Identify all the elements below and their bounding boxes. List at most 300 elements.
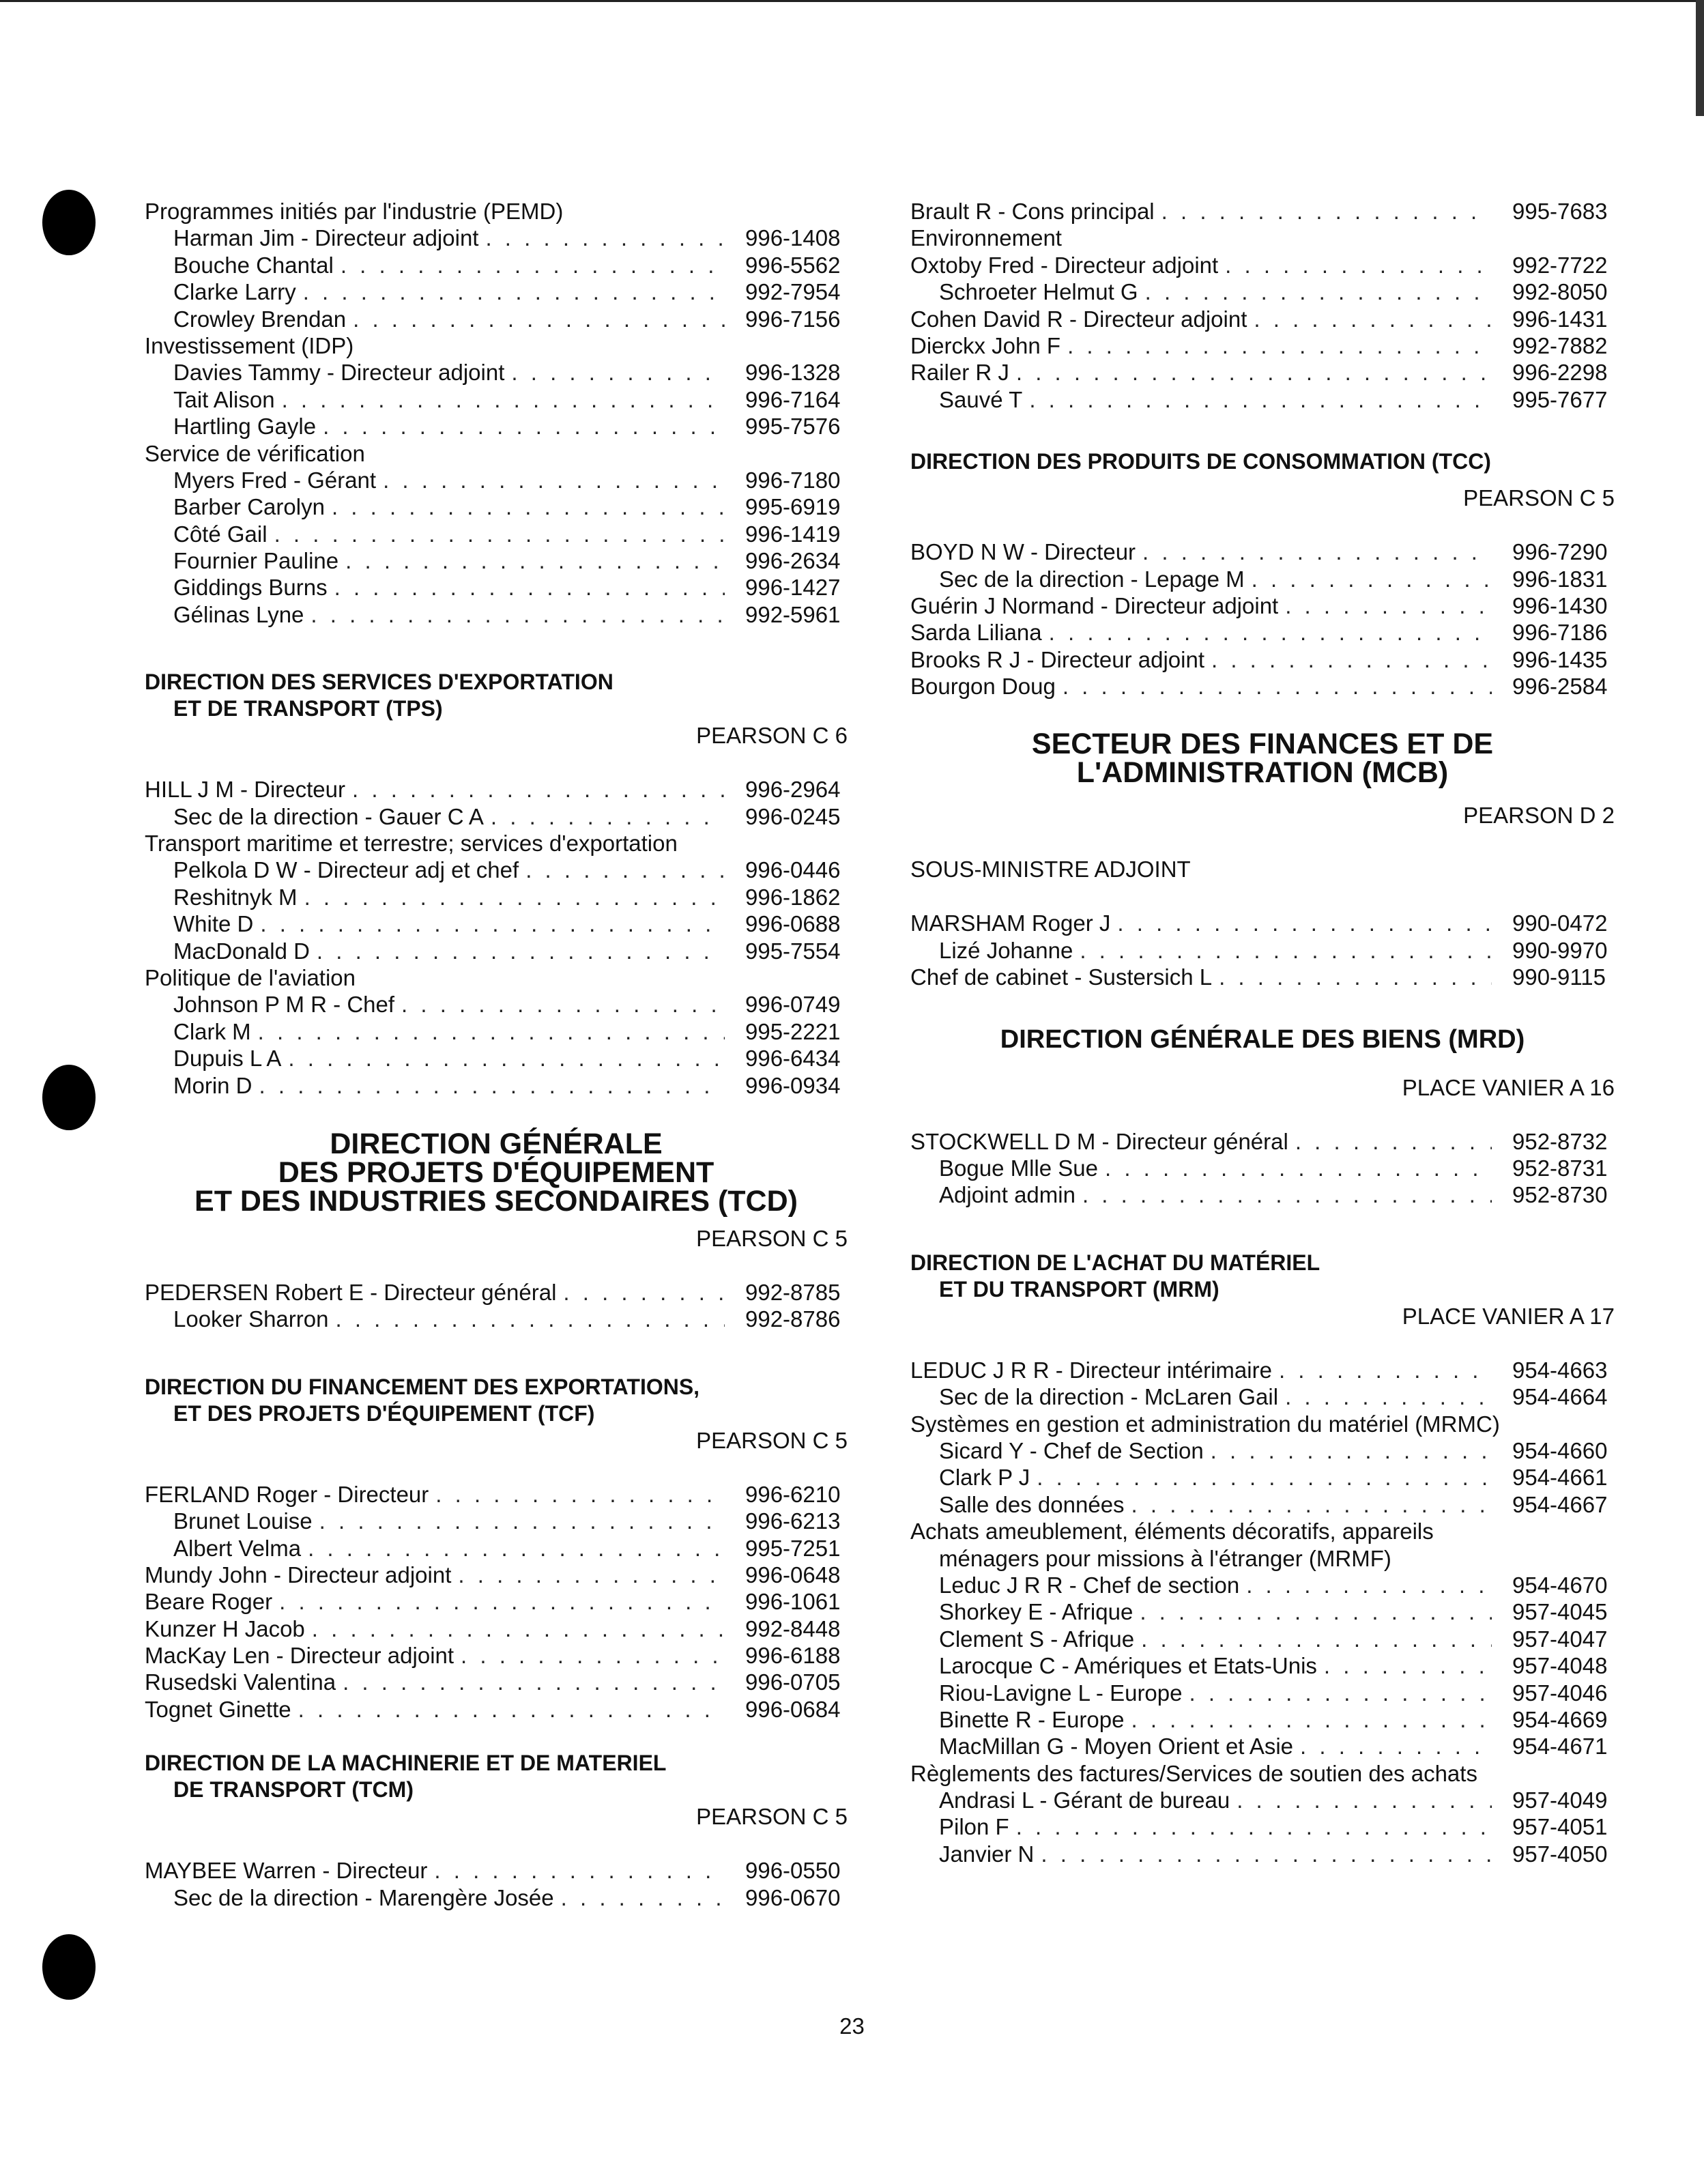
entry-phone: 990-0472: [1512, 910, 1608, 936]
entry-phone: 996-6210: [745, 1481, 841, 1507]
dot-leader: [328, 574, 725, 601]
directory-entry: [145, 884, 848, 910]
dot-leader: [556, 1279, 725, 1306]
directory-entry: [145, 776, 848, 803]
dot-leader: [478, 225, 725, 251]
dot-leader: [1030, 1464, 1492, 1491]
section-heading: [145, 1374, 848, 1427]
entry-name: Gélinas Lyne: [173, 601, 304, 627]
entry-name: Harman Jim - Directeur adjoint: [173, 225, 479, 251]
subsection-label: ménagers pour missions à l'étranger (MRMF): [939, 1545, 1391, 1571]
directory-entry: [145, 1045, 848, 1072]
spacer: [145, 628, 848, 669]
directory-entry: [145, 938, 848, 964]
spacer: [145, 749, 848, 776]
entry-phone: 996-0648: [745, 1562, 841, 1587]
subsection-label: Environnement: [910, 225, 1062, 251]
directory-entry: [910, 1841, 1615, 1867]
major-heading-line: DES PROJETS D'ÉQUIPEMENT: [278, 1155, 714, 1189]
directory-entry: [910, 592, 1615, 619]
directory-entry: [145, 1884, 848, 1911]
left-column: [145, 198, 848, 1911]
top-edge-line: [0, 0, 1704, 2]
entry-name: Myers Fred - Gérant: [173, 467, 377, 493]
entry-phone: 992-7882: [1512, 332, 1608, 358]
dot-leader: [275, 386, 725, 413]
dot-leader: [1247, 306, 1492, 332]
entry-phone: 992-8786: [745, 1306, 841, 1332]
section-heading-line: DIRECTION DE L'ACHAT DU MATÉRIEL: [910, 1250, 1320, 1275]
section-heading-line: ET DES PROJETS D'ÉQUIPEMENT (TCF): [173, 1400, 595, 1426]
entry-name: STOCKWELL D M - Directeur général: [910, 1128, 1288, 1154]
entry-name: BOYD N W - Directeur: [910, 539, 1136, 565]
directory-entry: [145, 252, 848, 278]
dot-leader: [1155, 198, 1492, 225]
directory-entry: [910, 1706, 1615, 1733]
entry-name: Clement S - Afrique: [939, 1626, 1135, 1652]
directory-entry: [145, 910, 848, 937]
entry-name: Salle des données: [939, 1491, 1125, 1517]
entry-phone: 996-0749: [745, 992, 841, 1018]
entry-phone: 992-5961: [745, 601, 841, 627]
entry-phone: 954-4660: [1512, 1437, 1608, 1463]
directory-entry: [910, 937, 1615, 964]
entry-phone: 996-1831: [1512, 566, 1608, 592]
directory-entry: [145, 386, 848, 413]
subsection-label: Systèmes en gestion et administration du matériel (MRMC): [910, 1411, 1500, 1437]
entry-phone: 996-1408: [745, 225, 841, 251]
dot-leader: [1034, 1841, 1492, 1867]
dot-leader: [1060, 332, 1492, 359]
binder-hole-bottom: [42, 1934, 96, 2000]
major-heading: [910, 728, 1615, 790]
section-heading-line: DE TRANSPORT (TCM): [173, 1777, 414, 1802]
major-heading: [910, 1025, 1615, 1054]
directory-entry: [910, 566, 1615, 592]
entry-name: MARSHAM Roger J: [910, 910, 1111, 936]
directory-entry: [145, 1696, 848, 1723]
directory-entry: [910, 1464, 1615, 1491]
entry-name: Crowley Brendan: [173, 306, 347, 332]
directory-entry: [910, 1733, 1615, 1759]
dot-leader: [1245, 566, 1492, 592]
spacer: [145, 1252, 848, 1279]
directory-entry: [145, 547, 848, 574]
entry-name: Clarke Larry: [173, 279, 296, 305]
subsection-label: Achats ameublement, éléments décoratifs, appareils: [910, 1519, 1434, 1544]
dot-leader: [325, 493, 725, 520]
directory-entry: [910, 538, 1615, 565]
directory-entry: [145, 1508, 848, 1534]
major-heading: [145, 1127, 848, 1218]
section-heading-line: ET DU TRANSPORT (MRM): [939, 1276, 1219, 1302]
entry-name: Johnson P M R - Chef: [173, 992, 395, 1018]
directory-entry: [145, 493, 848, 520]
entry-name: Bouche Chantal: [173, 252, 334, 278]
entry-phone: 952-8732: [1512, 1128, 1608, 1154]
entry-phone: 996-1435: [1512, 646, 1608, 672]
entry-phone: 995-7251: [745, 1535, 841, 1561]
entry-name: FERLAND Roger - Directeur: [145, 1481, 429, 1507]
office-location: PEARSON D 2: [1463, 803, 1615, 829]
directory-entry: [910, 1437, 1615, 1464]
entry-name: Albert Velma: [173, 1535, 302, 1561]
spacer: [145, 1723, 848, 1750]
entry-name: Bourgon Doug: [910, 674, 1056, 700]
entry-name: Hartling Gayle: [173, 414, 317, 440]
directory-entry: [910, 359, 1615, 386]
entry-name: White D: [173, 911, 254, 937]
subsection-label: Programmes initiés par l'industrie (PEMD): [145, 199, 564, 224]
entry-name: HILL J M - Directeur: [145, 777, 346, 803]
entry-name: Sec de la direction - Marengère Josée: [173, 1884, 554, 1910]
entry-name: Railer R J: [910, 360, 1009, 386]
entry-name: Barber Carolyn: [173, 494, 325, 520]
dot-leader: [253, 910, 725, 937]
dot-leader: [310, 938, 725, 964]
entry-name: Brunet Louise: [173, 1508, 313, 1534]
dot-leader: [334, 252, 725, 278]
directory-entry: [145, 1615, 848, 1642]
entry-name: Sec de la direction - Lepage M: [939, 566, 1245, 592]
directory-entry: [145, 1481, 848, 1508]
dot-leader: [484, 803, 725, 830]
directory-entry: [145, 574, 848, 601]
directory-entry: [910, 1383, 1615, 1410]
directory-entry: [910, 1572, 1615, 1598]
scan-edge-mark: [1696, 0, 1704, 116]
entry-name: MacMillan G - Moyen Orient et Asie: [939, 1734, 1294, 1759]
entry-phone: 995-2221: [745, 1018, 841, 1044]
directory-entry: [910, 386, 1615, 413]
spacer: [145, 1099, 848, 1130]
entry-phone: 996-2584: [1512, 674, 1608, 700]
office-location: PEARSON C 5: [1463, 485, 1615, 511]
entry-name: Brooks R J - Directeur adjoint: [910, 646, 1204, 672]
entry-phone: 954-4669: [1512, 1706, 1608, 1732]
entry-name: Adjoint admin: [939, 1182, 1075, 1208]
subsection-label: Investissement (IDP): [145, 332, 354, 358]
entry-phone: 996-1430: [1512, 592, 1608, 618]
entry-phone: 992-8050: [1512, 279, 1608, 305]
directory-entry: [145, 1588, 848, 1615]
dot-leader: [554, 1884, 725, 1911]
entry-phone: 995-7554: [745, 938, 841, 964]
dot-leader: [1098, 1155, 1492, 1181]
dot-leader: [1124, 1706, 1492, 1733]
entry-name: Fournier Pauline: [173, 548, 339, 574]
spacer: [910, 1209, 1615, 1250]
office-location: PLACE VANIER A 16: [1402, 1074, 1615, 1100]
dot-leader: [1317, 1652, 1492, 1679]
entry-name: PEDERSEN Robert E - Directeur général: [145, 1279, 557, 1305]
dot-leader: [1056, 673, 1492, 700]
entry-phone: 992-8448: [745, 1615, 841, 1641]
dot-leader: [1075, 1181, 1492, 1208]
directory-entry: [910, 1181, 1615, 1208]
directory-entry: [145, 1669, 848, 1695]
entry-phone: 996-0670: [745, 1884, 841, 1910]
dot-leader: [1138, 278, 1492, 305]
entry-name: Riou-Lavigne L - Europe: [939, 1680, 1183, 1706]
dot-leader: [1272, 1357, 1492, 1383]
entry-phone: 996-6213: [745, 1508, 841, 1534]
dot-leader: [1278, 592, 1492, 619]
directory-entry: [910, 1128, 1615, 1155]
spacer: [910, 1054, 1615, 1074]
dot-leader: [251, 1018, 725, 1045]
entry-name: Lizé Johanne: [939, 937, 1073, 963]
dot-leader: [268, 521, 725, 547]
entry-phone: 996-7290: [1512, 539, 1608, 565]
entry-phone: 995-7683: [1512, 199, 1608, 224]
directory-entry: [910, 278, 1615, 305]
subsection-label: Règlements des factures/Services de soutien des achats: [910, 1760, 1477, 1786]
major-heading-line: ET DES INDUSTRIES SECONDAIRES (TCD): [194, 1184, 798, 1218]
directory-entry: [145, 521, 848, 547]
entry-name: Shorkey E - Afrique: [939, 1599, 1133, 1625]
directory-entry: [145, 225, 848, 251]
entry-phone: 996-5562: [745, 252, 841, 278]
entry-name: Sarda Liliana: [910, 620, 1042, 646]
entry-name: Beare Roger: [145, 1589, 273, 1615]
entry-phone: 996-7156: [745, 306, 841, 332]
entry-phone: 996-1419: [745, 521, 841, 547]
entry-name: Guérin J Normand - Directeur adjoint: [910, 592, 1279, 618]
entry-phone: 996-1061: [745, 1589, 841, 1615]
directory-entry: [145, 1306, 848, 1332]
entry-name: Janvier N: [939, 1841, 1035, 1867]
major-heading-line: DIRECTION GÉNÉRALE: [330, 1127, 663, 1160]
dot-leader: [291, 1696, 725, 1723]
entry-name: Sec de la direction - Gauer C A: [173, 803, 484, 829]
entry-name: Chef de cabinet - Sustersich L: [910, 964, 1213, 990]
entry-name: Binette R - Europe: [939, 1706, 1125, 1732]
dot-leader: [1009, 359, 1492, 386]
major-heading-line: DIRECTION GÉNÉRALE DES BIENS (MRD): [1000, 1024, 1525, 1054]
entry-phone: 996-7180: [745, 467, 841, 493]
directory-entry: [910, 198, 1615, 225]
dot-leader: [1110, 910, 1492, 936]
entry-name: Leduc J R R - Chef de section: [939, 1572, 1240, 1598]
binder-hole-middle: [42, 1065, 96, 1130]
entry-name: Mundy John - Directeur adjoint: [145, 1562, 452, 1587]
spacer: [910, 882, 1615, 910]
dot-leader: [1133, 1598, 1492, 1625]
directory-entry: [910, 646, 1615, 673]
directory-entry: [910, 1155, 1615, 1181]
spacer: [910, 1330, 1615, 1357]
dot-leader: [519, 857, 725, 883]
entry-phone: 957-4051: [1512, 1814, 1608, 1840]
page-number: 23: [839, 2013, 865, 2039]
directory-entry: [145, 1072, 848, 1099]
entry-phone: 954-4664: [1512, 1384, 1608, 1410]
subsection-label: Politique de l'aviation: [145, 964, 356, 990]
dot-leader: [298, 884, 725, 910]
major-heading-line: L'ADMINISTRATION (MCB): [1076, 756, 1449, 790]
entry-phone: 957-4046: [1512, 1680, 1608, 1706]
entry-phone: 996-1431: [1512, 306, 1608, 332]
entry-phone: 992-7954: [745, 279, 841, 305]
dot-leader: [1278, 1383, 1492, 1410]
dot-leader: [304, 601, 725, 628]
directory-entry: [910, 1680, 1615, 1706]
entry-name: Cohen David R - Directeur adjoint: [910, 306, 1247, 332]
directory-entry: [145, 857, 848, 883]
directory-entry: [145, 278, 848, 305]
plain-label: SOUS-MINISTRE ADJOINT: [910, 857, 1191, 882]
dot-leader: [394, 991, 725, 1018]
entry-name: LEDUC J R R - Directeur intérimaire: [910, 1357, 1272, 1383]
entry-phone: 996-1862: [745, 884, 841, 910]
section-heading-line: ET DE TRANSPORT (TPS): [173, 696, 443, 721]
directory-entry: [910, 910, 1615, 936]
entry-phone: 957-4045: [1512, 1599, 1608, 1625]
spacer: [910, 511, 1615, 538]
major-heading-line: SECTEUR DES FINANCES ET DE: [1031, 728, 1494, 761]
entry-phone: 957-4047: [1512, 1626, 1608, 1652]
office-location: PEARSON C 5: [696, 1804, 848, 1830]
directory-entry: [145, 359, 848, 386]
entry-name: Côté Gail: [173, 521, 268, 547]
entry-phone: 996-1427: [745, 575, 841, 601]
office-location: PLACE VANIER A 17: [1402, 1303, 1615, 1329]
section-heading: [910, 1250, 1615, 1303]
dot-leader: [1288, 1128, 1492, 1155]
dot-leader: [328, 1306, 725, 1332]
entry-phone: 996-6434: [745, 1046, 841, 1072]
dot-leader: [376, 467, 725, 493]
dot-leader: [1293, 1733, 1492, 1759]
entry-phone: 996-1328: [745, 360, 841, 386]
entry-name: Brault R - Cons principal: [910, 199, 1155, 224]
office-location: PEARSON C 5: [696, 1427, 848, 1453]
directory-entry: [145, 413, 848, 440]
dot-leader: [1134, 1626, 1492, 1652]
entry-phone: 952-8731: [1512, 1155, 1608, 1181]
spacer: [910, 700, 1615, 730]
entry-phone: 952-8730: [1512, 1182, 1608, 1208]
entry-phone: 990-9115: [1512, 964, 1606, 990]
entry-name: Kunzer H Jacob: [145, 1615, 305, 1641]
directory-entry: [145, 1535, 848, 1562]
entry-name: Pilon F: [939, 1814, 1009, 1840]
directory-entry: [145, 1279, 848, 1306]
entry-phone: 996-7164: [745, 386, 841, 412]
entry-name: Clark P J: [939, 1465, 1030, 1491]
dot-leader: [427, 1857, 725, 1884]
dot-leader: [313, 1508, 725, 1534]
entry-phone: 957-4049: [1512, 1787, 1608, 1813]
section-heading-line: DIRECTION DE LA MACHINERIE ET DE MATERIEL: [145, 1751, 667, 1776]
dot-leader: [429, 1481, 725, 1508]
dot-leader: [336, 1669, 725, 1695]
directory-entry: [910, 252, 1615, 278]
entry-phone: 995-6919: [745, 494, 841, 520]
entry-name: Bogue Mlle Sue: [939, 1155, 1098, 1181]
directory-entry: [910, 1357, 1615, 1383]
dot-leader: [281, 1045, 725, 1072]
entry-phone: 996-7186: [1512, 620, 1608, 646]
entry-name: Rusedski Valentina: [145, 1669, 336, 1695]
right-column: [910, 198, 1615, 1867]
entry-name: MAYBEE Warren - Directeur: [145, 1858, 428, 1884]
dot-leader: [338, 547, 725, 574]
entry-name: Tognet Ginette: [145, 1696, 291, 1722]
directory-entry: [910, 964, 1615, 990]
entry-phone: 996-2634: [745, 548, 841, 574]
binder-hole-top: [42, 190, 96, 255]
subsection-label: Transport maritime et terrestre; services d'exportation: [145, 831, 678, 857]
entry-name: Pelkola D W - Directeur adj et chef: [173, 857, 519, 883]
spacer: [910, 475, 1615, 485]
dot-leader: [1204, 1437, 1492, 1464]
entry-phone: 957-4048: [1512, 1653, 1608, 1679]
directory-entry: [910, 332, 1615, 359]
entry-name: MacDonald D: [173, 938, 310, 964]
spacer: [910, 991, 1615, 1025]
dot-leader: [301, 1535, 725, 1562]
directory-entry: [910, 1626, 1615, 1652]
entry-phone: 954-4661: [1512, 1465, 1608, 1491]
directory-entry: [145, 601, 848, 628]
dot-leader: [1009, 1813, 1492, 1840]
entry-phone: 995-7576: [745, 414, 841, 440]
section-heading-line: DIRECTION DU FINANCEMENT DES EXPORTATIONS,: [145, 1374, 700, 1399]
dot-leader: [1204, 646, 1492, 673]
entry-phone: 996-0446: [745, 857, 841, 883]
entry-phone: 996-0705: [745, 1669, 841, 1695]
entry-phone: 996-0688: [745, 911, 841, 937]
directory-entry: [145, 991, 848, 1018]
directory-entry: [910, 619, 1615, 646]
directory-entry: [910, 1813, 1615, 1840]
section-heading-line: DIRECTION DES SERVICES D'EXPORTATION: [145, 670, 613, 695]
section-heading: [145, 1750, 848, 1803]
entry-name: Schroeter Helmut G: [939, 279, 1138, 305]
directory-entry: [145, 1018, 848, 1045]
entry-name: Reshitnyk M: [173, 884, 298, 910]
dot-leader: [504, 359, 725, 386]
entry-name: Morin D: [173, 1072, 252, 1098]
spacer: [145, 1830, 848, 1857]
office-location: PEARSON C 5: [696, 1225, 848, 1251]
dot-leader: [1212, 964, 1492, 990]
dot-leader: [454, 1642, 725, 1669]
dot-leader: [272, 1588, 725, 1615]
dot-leader: [1022, 386, 1492, 413]
dot-leader: [1239, 1572, 1492, 1598]
entry-phone: 996-2298: [1512, 360, 1608, 386]
directory-entry: [145, 803, 848, 830]
entry-name: Sicard Y - Chef de Section: [939, 1437, 1204, 1463]
spacer: [910, 787, 1615, 802]
entry-phone: 996-0934: [745, 1072, 841, 1098]
entry-name: Sauvé T: [939, 386, 1023, 412]
directory-entry: [910, 673, 1615, 700]
section-heading: [145, 669, 848, 722]
entry-name: Andrasi L - Gérant de bureau: [939, 1787, 1230, 1813]
spacer: [910, 829, 1615, 856]
entry-phone: 996-0550: [745, 1858, 841, 1884]
dot-leader: [1218, 252, 1492, 278]
entry-phone: 992-7722: [1512, 252, 1608, 278]
office-location: PEARSON C 6: [696, 723, 848, 749]
section-heading-line: DIRECTION DES PRODUITS DE CONSOMMATION (TCC): [910, 449, 1491, 474]
entry-name: Looker Sharron: [173, 1306, 329, 1332]
directory-entry: [910, 1598, 1615, 1625]
